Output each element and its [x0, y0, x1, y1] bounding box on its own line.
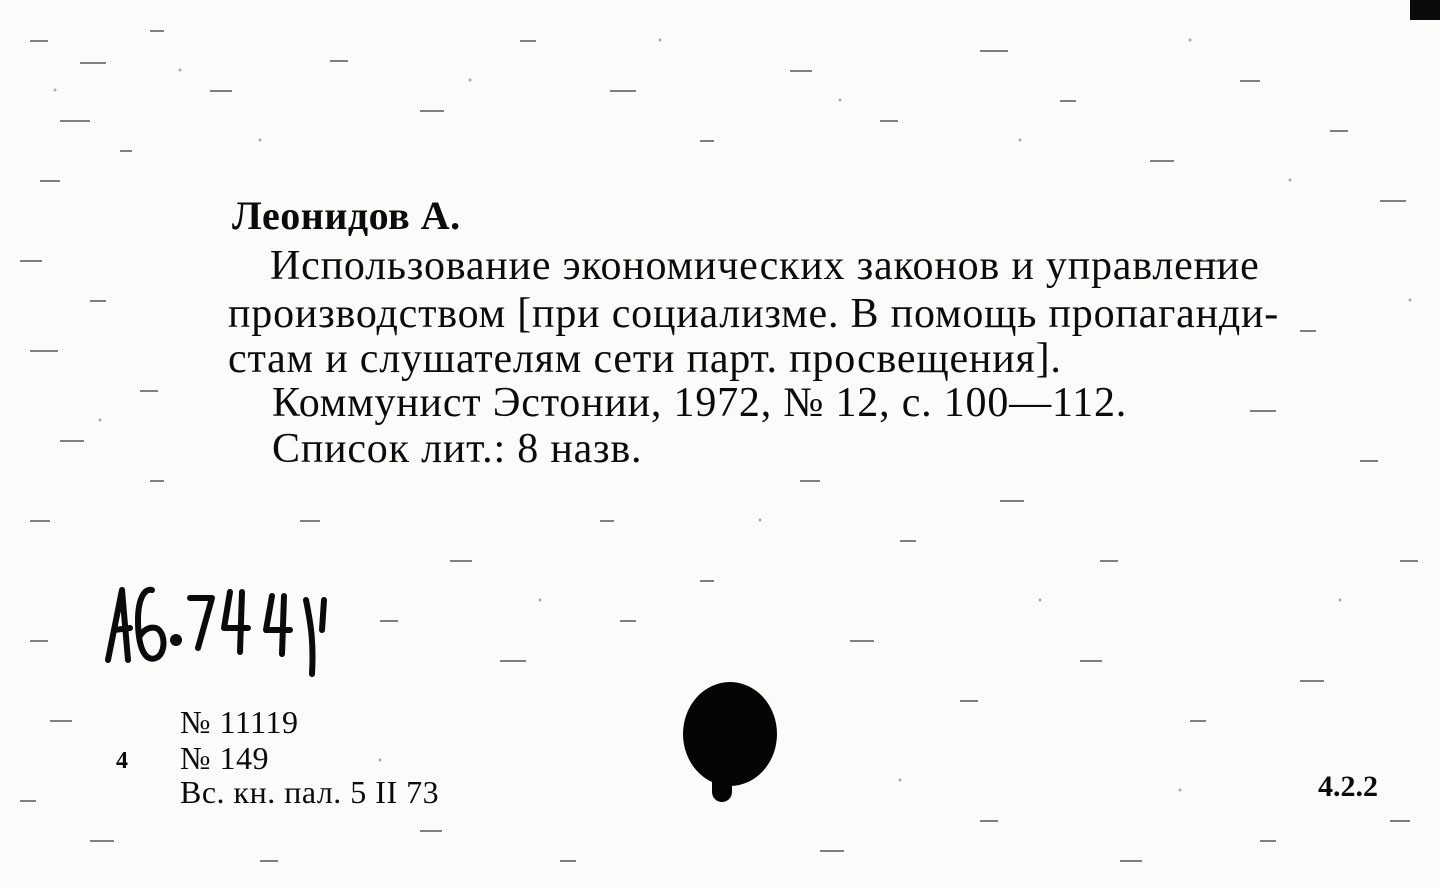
classification-code: 4.2.2: [1318, 770, 1378, 803]
accession-number-1: № 11119: [180, 704, 299, 740]
title-line-1: Использование экономических законов и управление: [270, 243, 1260, 289]
punch-hole: [683, 682, 777, 786]
accession-number-2: № 149: [180, 740, 270, 776]
source-citation: Коммунист Эстонии, 1972, № 12, с. 100—112.: [272, 380, 1128, 426]
author-name: Леонидов А.: [232, 193, 461, 238]
registration-note: Вс. кн. пал. 5 II 73: [180, 774, 440, 810]
handwritten-call-number: [100, 570, 340, 680]
punch-hole-tail: [712, 778, 732, 802]
title-line-3: стам и слушателям сети парт. просвещения].: [228, 336, 1062, 382]
margin-mark: 4: [116, 748, 128, 774]
title-line-2: производством [при социализме. В помощь пропаганди-: [228, 291, 1280, 337]
bibliography-note: Список лит.: 8 назв.: [272, 426, 643, 472]
card-edge-mark: [1410, 0, 1440, 20]
